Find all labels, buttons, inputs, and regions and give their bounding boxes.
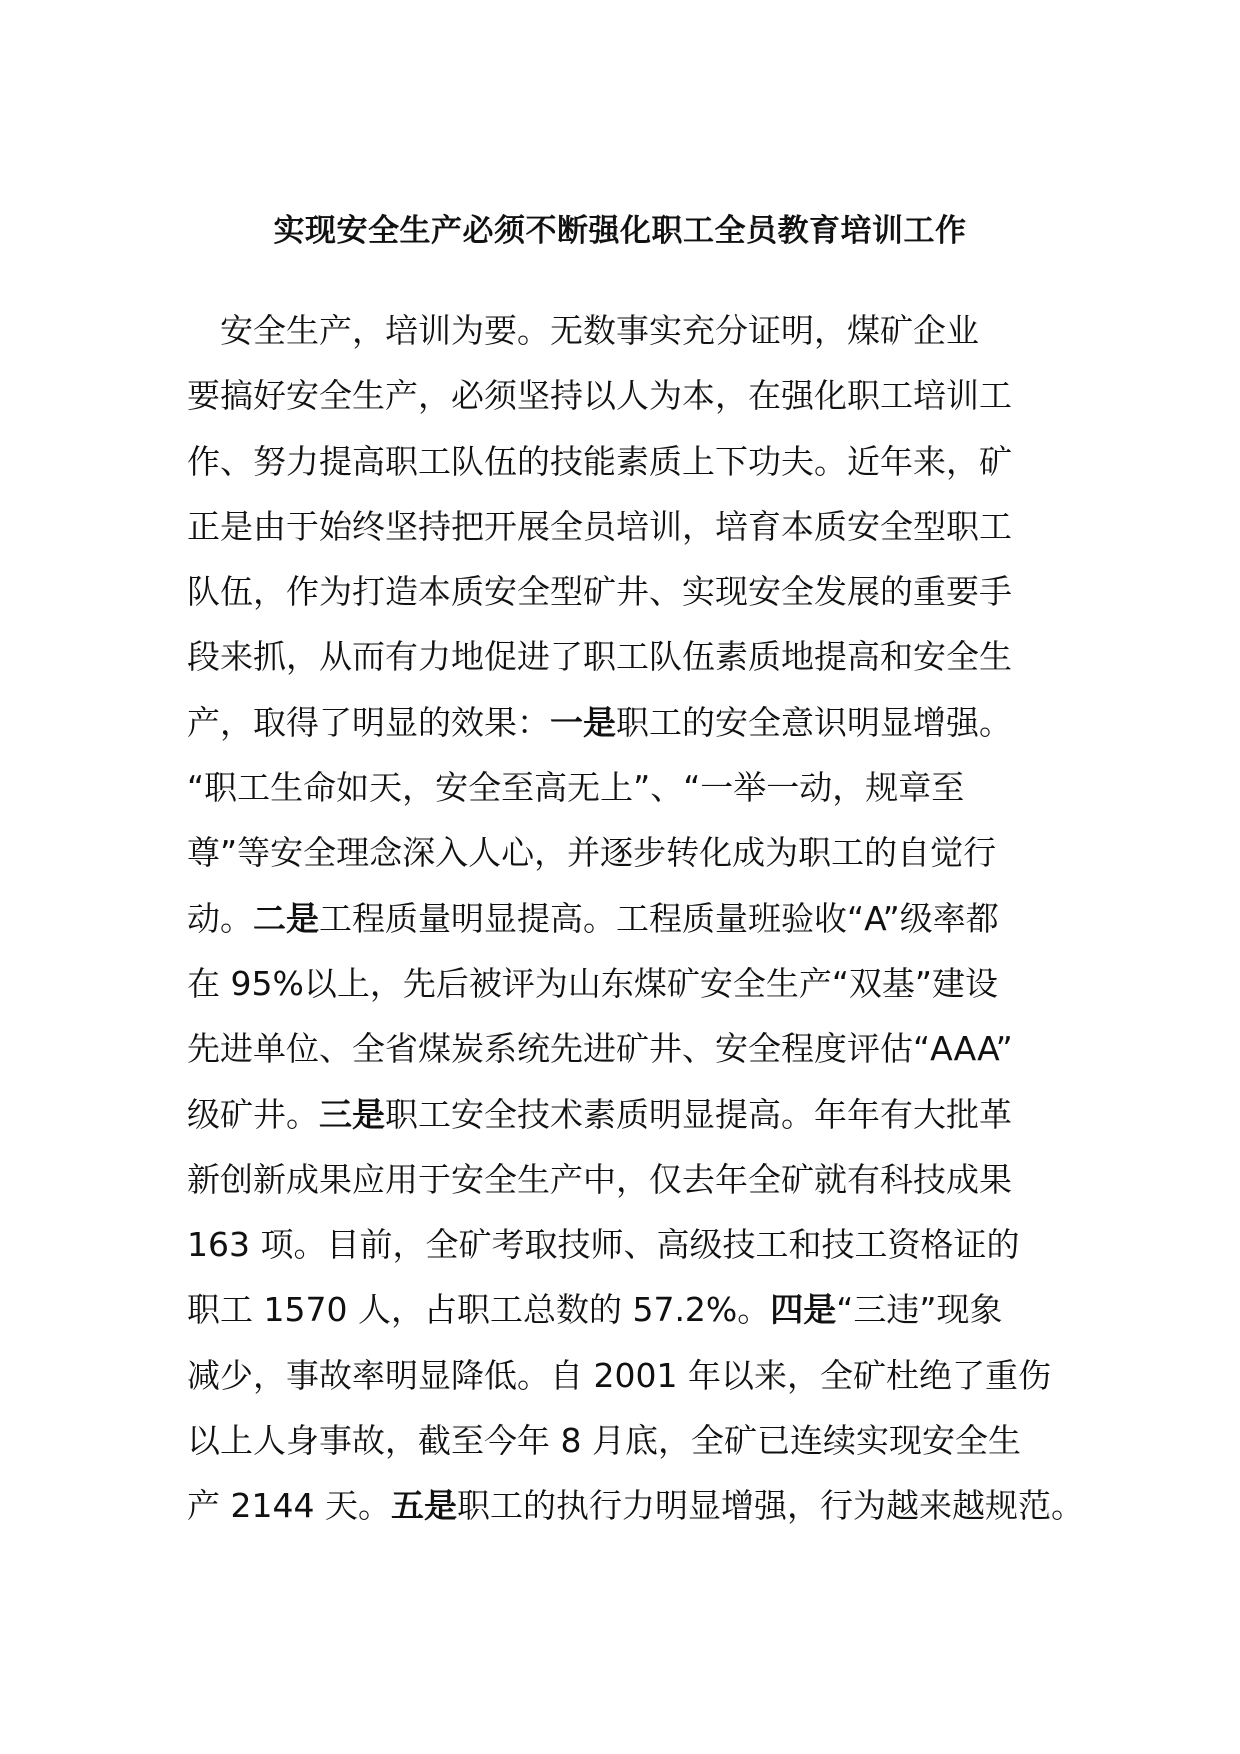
text-line: 新创新成果应用于安全生产中，仅去年全矿就有科技成果	[187, 1159, 1012, 1199]
text-line: 尊”等安全理念深入人心，并逐步转化成为职工的自觉行	[187, 833, 997, 873]
bold-marker-1: 一是	[550, 702, 616, 742]
text-line: 作、努力提高职工队伍的技能素质上下功夫。近年来，矿	[187, 441, 1012, 481]
document-title: 实现安全生产必须不断强化职工全员教育培训工作	[273, 213, 967, 249]
text-line: “职工生命如天，安全至高无上”、“一举一动，规章至	[187, 768, 965, 808]
text-line: 安全生产，培训为要。无数事实充分证明，煤矿企业	[187, 311, 979, 350]
text-line: 级矿井。三是职工安全技术素质明显提高。年年有大批革	[187, 1094, 1012, 1134]
bold-marker-4: 四是	[770, 1290, 837, 1330]
text-line: 先进单位、全省煤炭系统先进矿井、安全程度评估“AAA”	[187, 1029, 1013, 1069]
text-line: 减少，事故率明显降低。自 2001 年以来，全矿杜绝了重伤	[187, 1355, 1051, 1395]
bold-marker-5: 五是	[390, 1486, 457, 1526]
bold-marker-2: 二是	[253, 898, 319, 938]
text-line: 要搞好安全生产，必须坚持以人为本，在强化职工培训工	[187, 376, 1012, 416]
text-line: 产 2144 天。五是职工的执行力明显增强，行为越来越规范。	[187, 1486, 1084, 1526]
bold-marker-3: 三是	[319, 1094, 385, 1134]
text-line: 产，取得了明显的效果：一是职工的安全意识明显增强。	[187, 702, 1012, 742]
text-line: 动。二是工程质量明显提高。工程质量班验收“A”级率都	[187, 898, 999, 938]
text-line: 正是由于始终坚持把开展全员培训，培育本质安全型职工	[187, 506, 1012, 546]
body-paragraph	[187, 298, 1087, 1539]
text-line: 以上人身事故，截至今年 8 月底，全矿已连续实现安全生	[187, 1421, 1021, 1461]
text-line: 在 95%以上，先后被评为山东煤矿安全生产“双基”建设	[187, 963, 999, 1003]
text-line: 段来抓，从而有力地促进了职工队伍素质地提高和安全生	[187, 637, 1012, 677]
text-line: 队伍，作为打造本质安全型矿井、实现安全发展的重要手	[187, 572, 1012, 612]
text-line: 163 项。目前，全矿考取技师、高级技工和技工资格证的	[187, 1225, 1020, 1265]
text-line: 职工 1570 人，占职工总数的 57.2%。四是“三违”现象	[187, 1290, 1003, 1330]
